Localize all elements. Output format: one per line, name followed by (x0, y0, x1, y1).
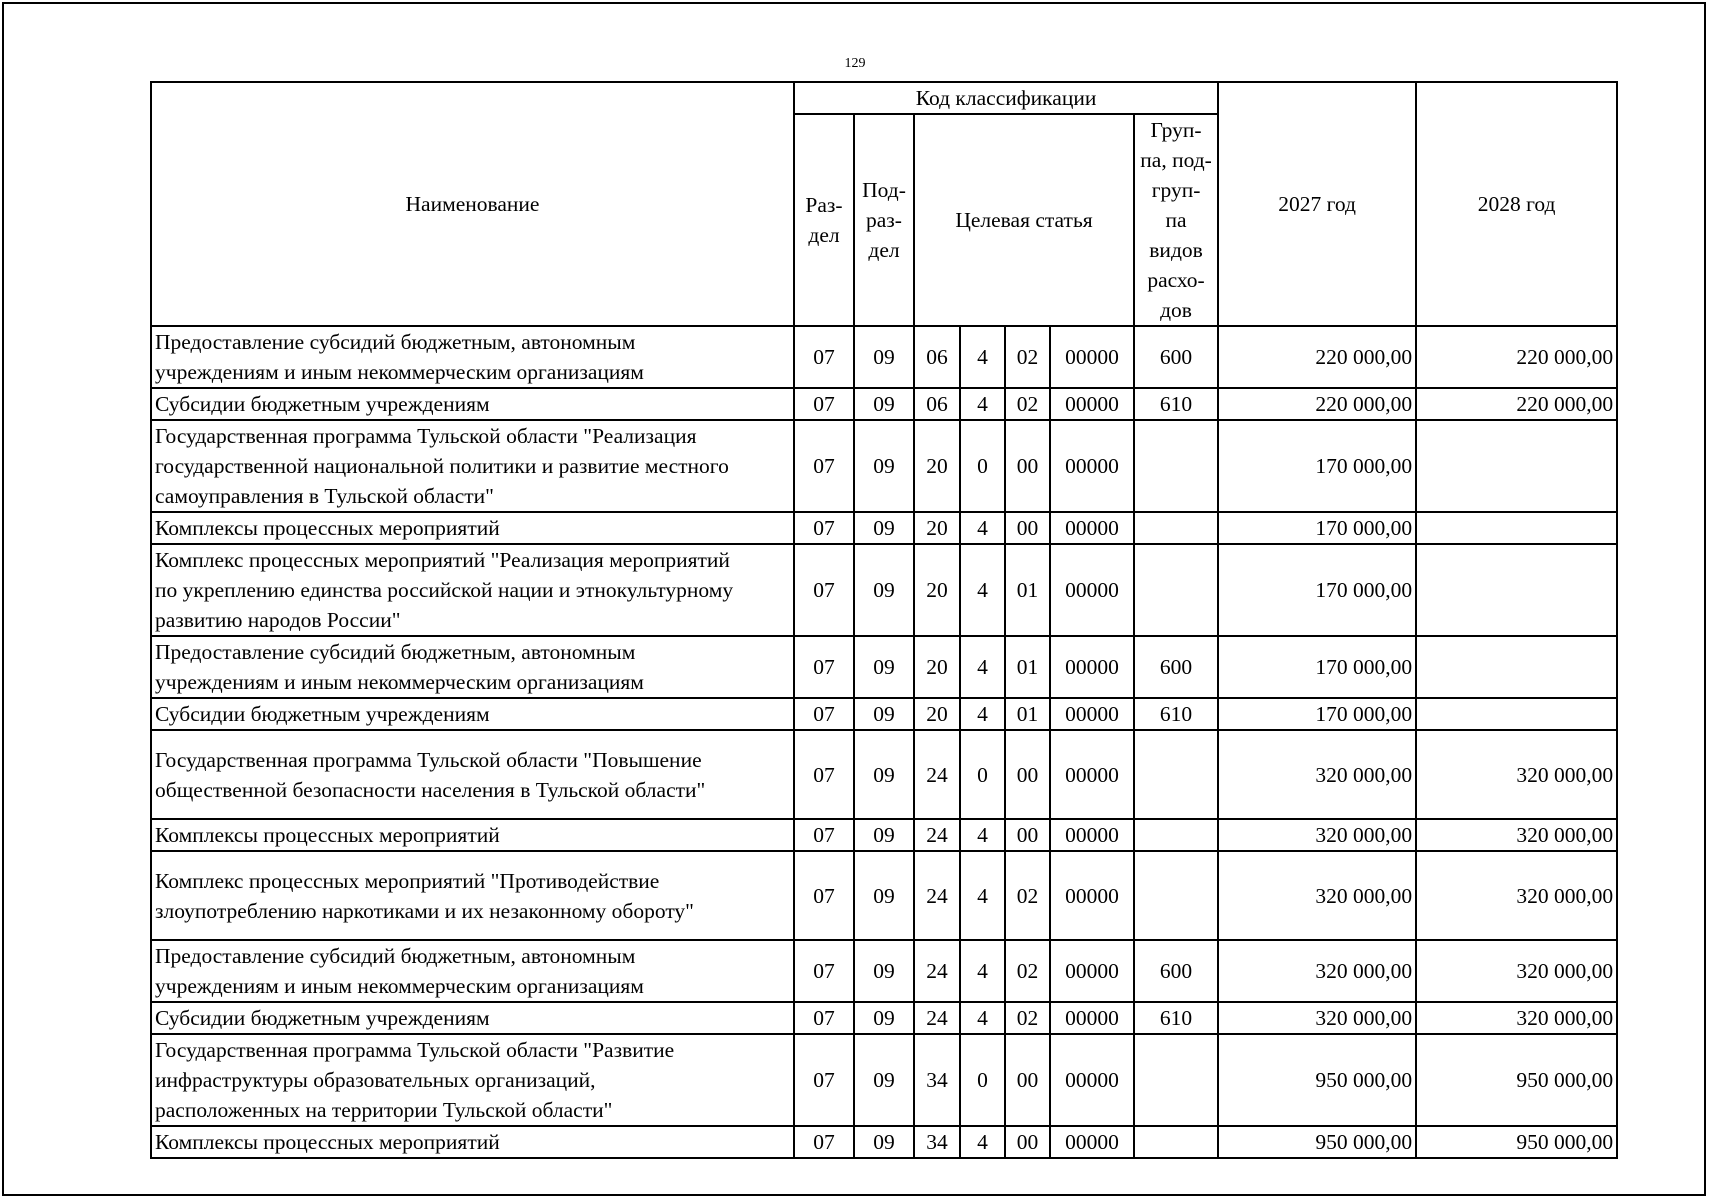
code-target-program: 20 (914, 544, 960, 636)
code-razdel: 07 (794, 512, 854, 544)
code-razdel: 07 (794, 698, 854, 730)
row-name (151, 1002, 794, 1034)
code-podrazdel: 09 (854, 388, 914, 420)
amount-2027: 320 000,00 (1218, 851, 1416, 940)
code-target-direction: 00000 (1050, 636, 1134, 698)
code-target-subprogram: 01 (1005, 698, 1050, 730)
row-name-line: Предоставление субсидий бюджетным, автономным (155, 330, 636, 354)
code-target-program: 24 (914, 940, 960, 1002)
code-target-type: 4 (960, 1126, 1005, 1158)
code-target-direction: 00000 (1050, 730, 1134, 819)
code-target-subprogram: 00 (1005, 512, 1050, 544)
row-name-line: Субсидии бюджетным учреждениям (155, 1006, 490, 1030)
row-name (151, 819, 794, 851)
amount-2027: 950 000,00 (1218, 1034, 1416, 1126)
row-name-line: учреждениям и иным некоммерческим организациям (155, 360, 644, 384)
row-name-line: Комплексы процессных мероприятий (155, 823, 500, 847)
code-target-direction: 00000 (1050, 851, 1134, 940)
amount-2027: 320 000,00 (1218, 819, 1416, 851)
code-target-program: 06 (914, 326, 960, 388)
code-target-program: 20 (914, 512, 960, 544)
code-podrazdel: 09 (854, 512, 914, 544)
code-target-program: 20 (914, 698, 960, 730)
amount-2028: 220 000,00 (1416, 326, 1617, 388)
code-target-subprogram: 02 (1005, 1002, 1050, 1034)
header-group-line: расхо- (1147, 268, 1205, 292)
code-razdel: 07 (794, 636, 854, 698)
row-name-line: общественной безопасности населения в Тульской области" (155, 777, 706, 802)
row-name-line: Комплекс процессных мероприятий "Противодействие (155, 868, 660, 893)
code-target-direction: 00000 (1050, 326, 1134, 388)
amount-2028 (1416, 420, 1617, 512)
row-name (151, 326, 794, 388)
row-name-line: расположенных на территории Тульской области" (155, 1098, 613, 1122)
code-target-type: 4 (960, 388, 1005, 420)
amount-2028 (1416, 512, 1617, 544)
amount-2028 (1416, 544, 1617, 636)
amount-2028: 320 000,00 (1416, 1002, 1617, 1034)
code-podrazdel: 09 (854, 1126, 914, 1158)
code-expense-group: 600 (1134, 940, 1218, 1002)
header-group-line: груп- (1151, 178, 1201, 202)
table-row (151, 420, 1617, 512)
amount-2028: 320 000,00 (1416, 819, 1617, 851)
row-name-line: Комплексы процессных мероприятий (155, 516, 500, 540)
code-target-program: 34 (914, 1126, 960, 1158)
code-razdel: 07 (794, 1034, 854, 1126)
row-name (151, 420, 794, 512)
code-target-program: 24 (914, 851, 960, 940)
row-name-line: Комплекс процессных мероприятий "Реализация мероприятий (155, 548, 730, 572)
code-target-direction: 00000 (1050, 1126, 1134, 1158)
code-razdel: 07 (794, 1126, 854, 1158)
header-expense-group (1134, 114, 1218, 326)
code-target-type: 4 (960, 544, 1005, 636)
amount-2028: 220 000,00 (1416, 388, 1617, 420)
header-razdel-line: Раз- (805, 193, 843, 217)
budget-table (150, 81, 1618, 1159)
row-name-line: инфраструктуры образовательных организаций, (155, 1068, 596, 1092)
code-expense-group: 610 (1134, 698, 1218, 730)
header-name: Наименование (151, 82, 794, 326)
row-name (151, 636, 794, 698)
row-name-line: Комплексы процессных мероприятий (155, 1130, 500, 1154)
amount-2028: 320 000,00 (1416, 730, 1617, 819)
table-row (151, 1126, 1617, 1158)
header-group-line: па, под- (1140, 148, 1212, 172)
table-row (151, 851, 1617, 940)
amount-2028: 950 000,00 (1416, 1034, 1617, 1126)
row-name (151, 544, 794, 636)
code-expense-group: 600 (1134, 326, 1218, 388)
table-row (151, 819, 1617, 851)
table-row (151, 1034, 1617, 1126)
code-target-program: 24 (914, 819, 960, 851)
code-podrazdel: 09 (854, 698, 914, 730)
code-podrazdel: 09 (854, 940, 914, 1002)
code-razdel: 07 (794, 388, 854, 420)
amount-2027: 220 000,00 (1218, 326, 1416, 388)
code-razdel: 07 (794, 940, 854, 1002)
row-name-line: Государственная программа Тульской области "Реализация (155, 424, 697, 448)
header-podrazdel-line: дел (868, 238, 900, 262)
code-expense-group (1134, 819, 1218, 851)
code-razdel: 07 (794, 326, 854, 388)
row-name-line: самоуправления в Тульской области" (155, 484, 494, 508)
code-target-type: 4 (960, 851, 1005, 940)
code-expense-group (1134, 851, 1218, 940)
code-target-subprogram: 02 (1005, 326, 1050, 388)
row-name-line: учреждениям и иным некоммерческим организациям (155, 974, 644, 998)
code-razdel: 07 (794, 1002, 854, 1034)
row-name-line: учреждениям и иным некоммерческим организациям (155, 670, 644, 694)
code-target-subprogram: 02 (1005, 388, 1050, 420)
code-target-subprogram: 02 (1005, 851, 1050, 940)
code-target-type: 0 (960, 1034, 1005, 1126)
code-target-type: 4 (960, 326, 1005, 388)
row-name (151, 1126, 794, 1158)
table-row (151, 1002, 1617, 1034)
table-row (151, 544, 1617, 636)
row-name (151, 698, 794, 730)
code-podrazdel: 09 (854, 636, 914, 698)
amount-2027: 170 000,00 (1218, 512, 1416, 544)
code-expense-group (1134, 1034, 1218, 1126)
code-expense-group (1134, 420, 1218, 512)
amount-2027: 170 000,00 (1218, 544, 1416, 636)
code-razdel: 07 (794, 851, 854, 940)
row-name-line: государственной национальной политики и развитие местного (155, 454, 729, 478)
code-target-subprogram: 01 (1005, 636, 1050, 698)
row-name (151, 512, 794, 544)
row-name-line: развитию народов России" (155, 608, 401, 632)
table-row (151, 698, 1617, 730)
amount-2027: 950 000,00 (1218, 1126, 1416, 1158)
table-row (151, 730, 1617, 819)
code-target-program: 20 (914, 636, 960, 698)
row-name-line: Государственная программа Тульской области "Повышение (155, 747, 702, 772)
code-target-direction: 00000 (1050, 819, 1134, 851)
row-name (151, 940, 794, 1002)
code-target-subprogram: 00 (1005, 420, 1050, 512)
header-podrazdel-line: Под- (862, 178, 906, 202)
code-target-direction: 00000 (1050, 544, 1134, 636)
code-target-type: 0 (960, 730, 1005, 819)
row-name-line: по укреплению единства российской нации и этнокультурному (155, 578, 734, 602)
row-name-line: Субсидии бюджетным учреждениям (155, 392, 490, 416)
code-target-type: 4 (960, 1002, 1005, 1034)
row-name-line: Предоставление субсидий бюджетным, автономным (155, 944, 636, 968)
code-target-program: 34 (914, 1034, 960, 1126)
amount-2028: 320 000,00 (1416, 851, 1617, 940)
code-podrazdel: 09 (854, 1034, 914, 1126)
code-target-subprogram: 00 (1005, 1126, 1050, 1158)
row-name (151, 388, 794, 420)
row-name-line: злоупотреблению наркотиками и их незаконному обороту" (155, 898, 694, 923)
code-target-type: 4 (960, 940, 1005, 1002)
code-target-direction: 00000 (1050, 1034, 1134, 1126)
page-number: 129 (844, 56, 866, 71)
code-target-type: 0 (960, 420, 1005, 512)
row-name-line: Субсидии бюджетным учреждениям (155, 702, 490, 726)
code-podrazdel: 09 (854, 544, 914, 636)
table-row (151, 388, 1617, 420)
header-classification: Код классификации (794, 82, 1218, 114)
table-row (151, 636, 1617, 698)
header-target-article: Целевая статья (914, 114, 1134, 326)
code-target-program: 24 (914, 1002, 960, 1034)
code-target-subprogram: 00 (1005, 730, 1050, 819)
amount-2027: 170 000,00 (1218, 420, 1416, 512)
code-target-subprogram: 00 (1005, 1034, 1050, 1126)
code-target-direction: 00000 (1050, 512, 1134, 544)
code-target-subprogram: 01 (1005, 544, 1050, 636)
code-razdel: 07 (794, 730, 854, 819)
header-group-line: па (1165, 208, 1187, 232)
row-name (151, 1034, 794, 1126)
code-target-direction: 00000 (1050, 1002, 1134, 1034)
header-year-2028: 2028 год (1416, 82, 1617, 326)
code-target-subprogram: 02 (1005, 940, 1050, 1002)
amount-2028: 320 000,00 (1416, 940, 1617, 1002)
code-target-direction: 00000 (1050, 698, 1134, 730)
code-expense-group: 610 (1134, 1002, 1218, 1034)
header-group-line: Груп- (1150, 118, 1202, 142)
code-target-type: 4 (960, 819, 1005, 851)
table-body (151, 326, 1617, 1158)
code-target-program: 06 (914, 388, 960, 420)
code-expense-group (1134, 730, 1218, 819)
table-row (151, 940, 1617, 1002)
header-year-2027: 2027 год (1218, 82, 1416, 326)
amount-2027: 220 000,00 (1218, 388, 1416, 420)
row-name-line: Предоставление субсидий бюджетным, автономным (155, 640, 636, 664)
amount-2028 (1416, 636, 1617, 698)
code-razdel: 07 (794, 420, 854, 512)
code-expense-group: 610 (1134, 388, 1218, 420)
code-target-program: 20 (914, 420, 960, 512)
header-podrazdel-line: раз- (866, 208, 902, 232)
code-target-type: 4 (960, 698, 1005, 730)
header-group-line: видов (1149, 238, 1203, 262)
header-razdel-line: дел (808, 223, 840, 247)
header-podrazdel (854, 114, 914, 326)
header-group-line: дов (1160, 298, 1192, 322)
amount-2028 (1416, 698, 1617, 730)
code-target-direction: 00000 (1050, 420, 1134, 512)
code-podrazdel: 09 (854, 730, 914, 819)
row-name (151, 851, 794, 940)
code-expense-group (1134, 544, 1218, 636)
code-podrazdel: 09 (854, 420, 914, 512)
amount-2028: 950 000,00 (1416, 1126, 1617, 1158)
code-target-subprogram: 00 (1005, 819, 1050, 851)
amount-2027: 320 000,00 (1218, 1002, 1416, 1034)
code-expense-group (1134, 1126, 1218, 1158)
amount-2027: 170 000,00 (1218, 636, 1416, 698)
code-target-direction: 00000 (1050, 388, 1134, 420)
code-expense-group: 600 (1134, 636, 1218, 698)
code-target-program: 24 (914, 730, 960, 819)
code-target-direction: 00000 (1050, 940, 1134, 1002)
row-name-line: Государственная программа Тульской области "Развитие (155, 1038, 675, 1062)
code-podrazdel: 09 (854, 851, 914, 940)
code-razdel: 07 (794, 544, 854, 636)
amount-2027: 320 000,00 (1218, 940, 1416, 1002)
code-podrazdel: 09 (854, 1002, 914, 1034)
table-row (151, 512, 1617, 544)
code-expense-group (1134, 512, 1218, 544)
row-name (151, 730, 794, 819)
amount-2027: 170 000,00 (1218, 698, 1416, 730)
amount-2027: 320 000,00 (1218, 730, 1416, 819)
code-target-type: 4 (960, 512, 1005, 544)
code-razdel: 07 (794, 819, 854, 851)
code-podrazdel: 09 (854, 819, 914, 851)
header-razdel (794, 114, 854, 326)
code-target-type: 4 (960, 636, 1005, 698)
code-podrazdel: 09 (854, 326, 914, 388)
table-row (151, 326, 1617, 388)
